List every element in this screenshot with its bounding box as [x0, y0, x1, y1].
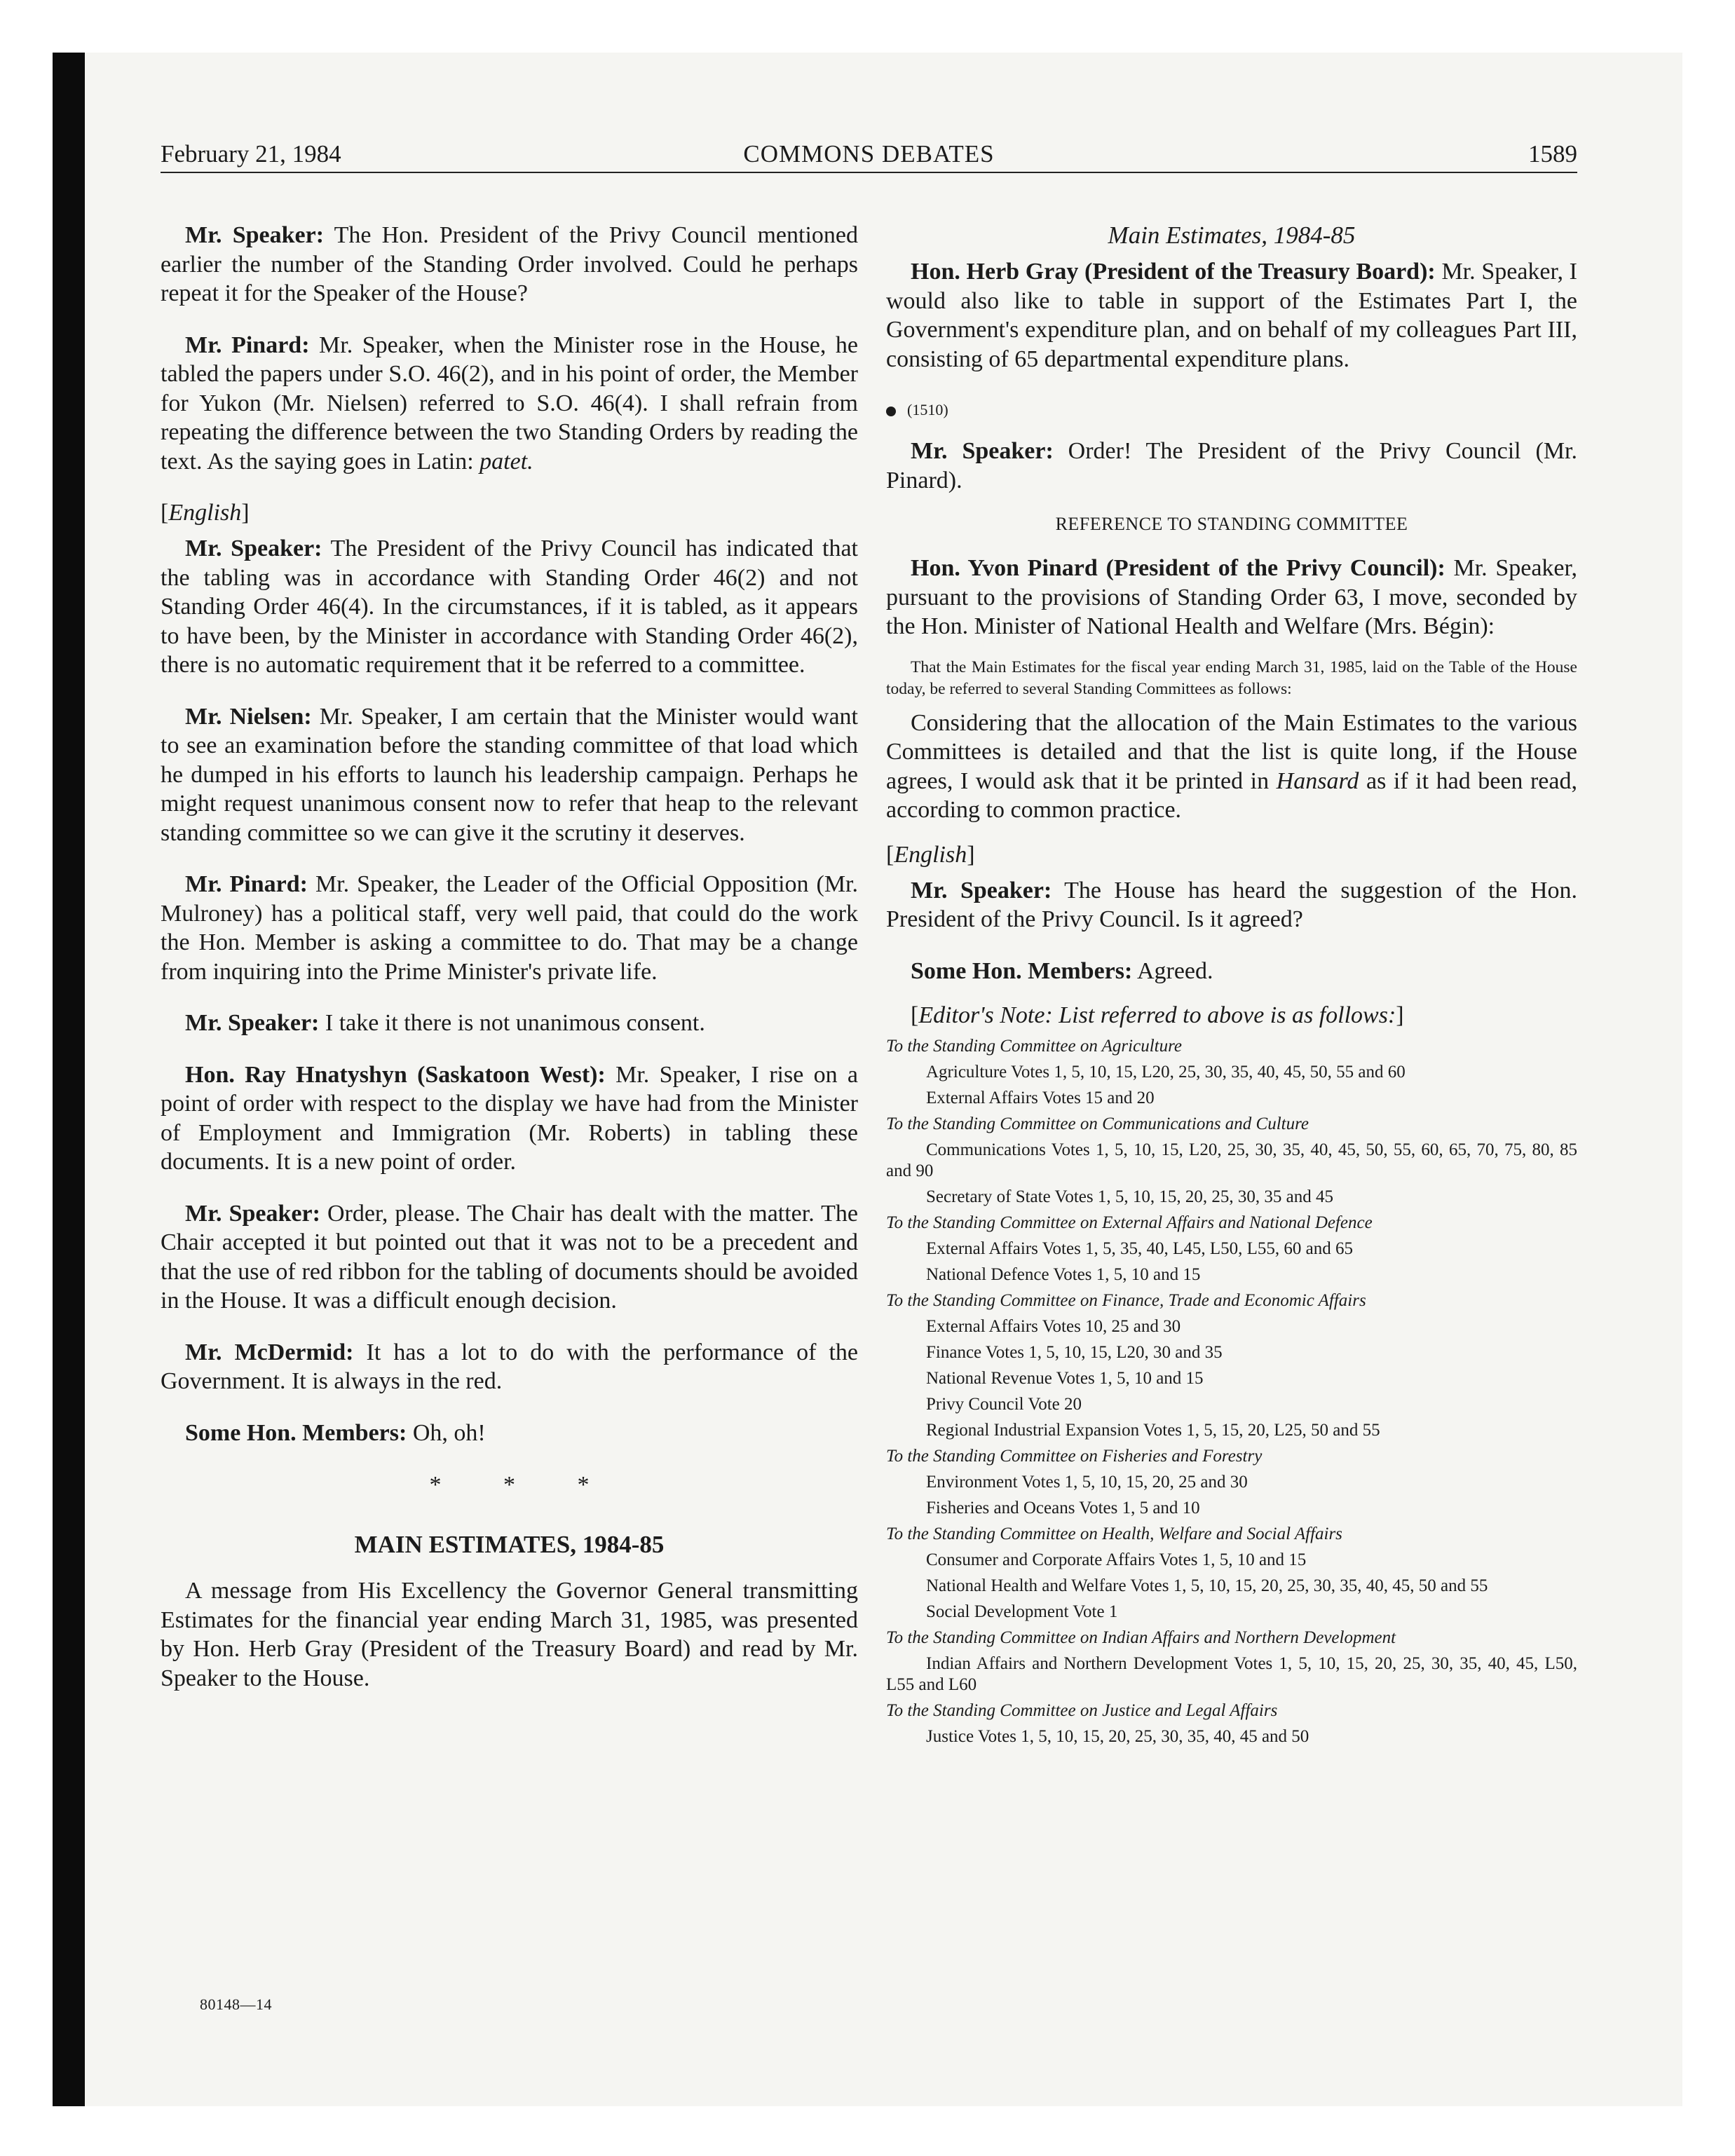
speech-text: Mr. Speaker, I am certain that the Minister would want to see an examination before the standing committee of that load which he dumped in his efforts to launch his leadership campaign. Perhaps he might request unanimous consent now to refer that heap to the relevant standing committee so we can give it the scrutiny it deserves. [161, 703, 858, 846]
right-column [886, 221, 1577, 1749]
vote-item: National Health and Welfare Votes 1, 5, 10, 15, 20, 25, 30, 35, 40, 45, 50 and 55 [926, 1576, 1488, 1595]
header-title: COMMONS DEBATES [743, 140, 995, 168]
speech-text: Order, please. The Chair has dealt with the matter. The Chair accepted it but pointed out that it was not to be a precedent and that the use of red ribbon for the tabling of documents should be avoided in the House. It was a difficult enough decision. [161, 1200, 858, 1314]
paragraph [161, 331, 858, 477]
running-head [161, 137, 1577, 173]
paragraph [886, 957, 1577, 986]
committee-name: To the Standing Committee on Indian Affairs and Northern Development [886, 1628, 1396, 1647]
paragraph [161, 534, 858, 680]
vote-item: Fisheries and Oceans Votes 1, 5 and 10 [926, 1499, 1200, 1517]
editor-note: [Editor's Note: List referred to above is as follows:] [911, 1002, 1404, 1028]
vote-item: Communications Votes 1, 5, 10, 15, L20, 25, 30, 35, 40, 45, 50, 55, 60, 65, 70, 75, 80, 85 and 90 [886, 1140, 1577, 1180]
vote-item: External Affairs Votes 15 and 20 [926, 1089, 1155, 1107]
paragraph [886, 437, 1577, 495]
paragraph [886, 876, 1577, 934]
speaker-name: Mr. Speaker: [185, 1010, 320, 1036]
paragraph [886, 257, 1577, 374]
reference-heading: REFERENCE TO STANDING COMMITTEE [1055, 514, 1408, 534]
committee-name: To the Standing Committee on External Affairs and National Defence [886, 1213, 1373, 1232]
speaker-name: Hon. Yvon Pinard (President of the Privy Council): [911, 555, 1445, 581]
speech-text: Agreed. [1132, 957, 1213, 984]
speaker-name: Mr. Speaker: [911, 438, 1054, 464]
paragraph: A message from His Excellency the Governor General transmitting Estimates for the financial year ending March 31, 1985, was presented by Hon. Herb Gray (President of the Treasury Board) and read by Mr. Speaker to the House. [161, 1578, 858, 1691]
speaker-name: Hon. Herb Gray (President of the Treasury Board): [911, 259, 1436, 285]
committee-list [886, 1033, 1577, 1749]
speaker-name: Mr. Speaker: [185, 1200, 320, 1227]
speaker-name: Mr. McDermid: [185, 1339, 354, 1365]
language-marker: [English] [161, 500, 250, 526]
vote-item: Regional Industrial Expansion Votes 1, 5, 15, 20, L25, 50 and 55 [926, 1421, 1380, 1440]
speaker-name: Mr. Pinard: [185, 871, 308, 897]
hansard-word: Hansard [1276, 767, 1359, 794]
scan-border [53, 53, 85, 2106]
speech-text: Mr. Speaker, I would also like to table in support of the Estimates Part I, the Government's expenditure plan, and on behalf of my colleagues Part III, consisting of 65 departmental expenditure plans. [886, 259, 1577, 372]
speech-text: Oh, oh! [407, 1419, 486, 1446]
vote-item: External Affairs Votes 10, 25 and 30 [926, 1317, 1181, 1336]
vote-item: Social Development Vote 1 [926, 1602, 1118, 1621]
speaker-name: Mr. Nielsen: [185, 703, 312, 730]
vote-item: Indian Affairs and Northern Development Votes 1, 5, 10, 15, 20, 25, 30, 35, 40, 45, L50, L55 and L60 [886, 1654, 1577, 1694]
committee-name: To the Standing Committee on Health, Welfare and Social Affairs [886, 1524, 1342, 1543]
section-heading: MAIN ESTIMATES, 1984-85 [354, 1531, 665, 1558]
speaker-name: Mr. Pinard: [185, 332, 310, 358]
time-stamp: (1510) [886, 396, 1577, 424]
paragraph [161, 870, 858, 986]
speaker-name: Mr. Speaker: [911, 877, 1052, 903]
paragraph [161, 1009, 858, 1038]
paragraph [161, 702, 858, 848]
speaker-name: Hon. Ray Hnatyshyn (Saskatoon West): [185, 1061, 606, 1088]
vote-item: Environment Votes 1, 5, 10, 15, 20, 25 and 30 [926, 1473, 1248, 1492]
vote-item: External Affairs Votes 1, 5, 35, 40, L45, L50, L55, 60 and 65 [926, 1239, 1353, 1258]
speech-text: I take it there is not unanimous consent. [319, 1010, 705, 1036]
vote-item: Consumer and Corporate Affairs Votes 1, 5, 10 and 15 [926, 1550, 1307, 1569]
committee-name: To the Standing Committee on Fisheries and Forestry [886, 1447, 1263, 1466]
subheading: Main Estimates, 1984-85 [1108, 221, 1356, 249]
speaker-name: Some Hon. Members: [911, 957, 1133, 984]
left-column [161, 221, 858, 1715]
vote-item: Finance Votes 1, 5, 10, 15, L20, 30 and 35 [926, 1343, 1223, 1362]
paragraph [161, 1419, 858, 1448]
speech-text: Order! The President of the Privy Council (Mr. Pinard). [886, 438, 1577, 493]
vote-item: Agriculture Votes 1, 5, 10, 15, L20, 25, 30, 35, 40, 45, 50, 55 and 60 [926, 1063, 1406, 1082]
vote-item: National Revenue Votes 1, 5, 10 and 15 [926, 1369, 1204, 1388]
paragraph: Considering that the allocation of the Main Estimates to the various Committees is detailed and that the list is quite long, if the House agrees, I would ask that it be printed in Hansard as if it had been read, according to common practice. [886, 709, 1577, 823]
paragraph [886, 554, 1577, 641]
speech-text: The President of the Privy Council has indicated that the tabling was in accordance with Standing Order 46(2) and not Standing Order 46(4). In the circumstances, if it is tabled, as it appears to have been, by the Minister in accordance with Standing Order 46(2), there is no automatic requirement that it be referred to a committee. [161, 535, 858, 678]
vote-item: Privy Council Vote 20 [926, 1395, 1082, 1414]
committee-name: To the Standing Committee on Justice and Legal Affairs [886, 1701, 1278, 1720]
paragraph [161, 221, 858, 308]
page-number: 1589 [1528, 140, 1577, 168]
speaker-name: Some Hon. Members: [185, 1419, 407, 1446]
speaker-name: Mr. Speaker: [185, 535, 322, 561]
speech-text: The Hon. President of the Privy Council mentioned earlier the number of the Standing Order involved. Could he perhaps repeat it for the Speaker of the House? [161, 222, 858, 306]
paragraph [161, 1060, 858, 1177]
vote-item: Justice Votes 1, 5, 10, 15, 20, 25, 30, 35, 40, 45 and 50 [926, 1727, 1309, 1746]
committee-name: To the Standing Committee on Finance, Trade and Economic Affairs [886, 1291, 1366, 1310]
speech-text: The House has heard the suggestion of the Hon. President of the Privy Council. Is it agreed? [886, 877, 1577, 932]
speech-text: It has a lot to do with the performance of the Government. It is always in the red. [161, 1339, 858, 1394]
speech-text: Mr. Speaker, the Leader of the Official Opposition (Mr. Mulroney) has a political staff, very well paid, that could do the work the Hon. Member is asking a committee to do. That may be a change from inquiring into the Prime Minister's private life. [161, 871, 858, 985]
section-separator: * * * [429, 1472, 618, 1498]
speech-text: Mr. Speaker, I rise on a point of order with respect to the display we have had from the Minister of Employment and Immigration (Mr. Roberts) in tabling these documents. It is a new point of order. [161, 1061, 858, 1175]
speech-text: Mr. Speaker, pursuant to the provisions of Standing Order 63, I move, seconded by the Hon. Minister of National Health and Welfare (Mrs. Bégin): [886, 555, 1577, 639]
vote-item: Secretary of State Votes 1, 5, 10, 15, 20, 25, 30, 35 and 45 [926, 1187, 1333, 1206]
bullet-icon [886, 407, 896, 416]
paragraph [161, 1338, 858, 1396]
language-marker: [English] [886, 841, 975, 868]
paragraph [161, 1199, 858, 1316]
vote-item: National Defence Votes 1, 5, 10 and 15 [926, 1265, 1201, 1284]
speech-text: Mr. Speaker, when the Minister rose in the House, he tabled the papers under S.O. 46(2), and in his point of order, the Member for Yukon (Mr. Nielsen) referred to S.O. 46(4). I shall refrain from repeating the difference between the two Standing Orders by reading the text. As the saying goes in Latin: [161, 332, 858, 475]
latin-word: patet. [479, 448, 533, 475]
motion-text: That the Main Estimates for the fiscal year ending March 31, 1985, laid on the Table of the House today, be referred to several Standing Committees as follows: [886, 657, 1577, 698]
committee-name: To the Standing Committee on Agriculture [886, 1037, 1182, 1056]
print-code: 80148—14 [200, 1995, 272, 2013]
speaker-name: Mr. Speaker: [185, 222, 325, 248]
header-date: February 21, 1984 [161, 140, 341, 168]
committee-name: To the Standing Committee on Communications and Culture [886, 1114, 1309, 1133]
